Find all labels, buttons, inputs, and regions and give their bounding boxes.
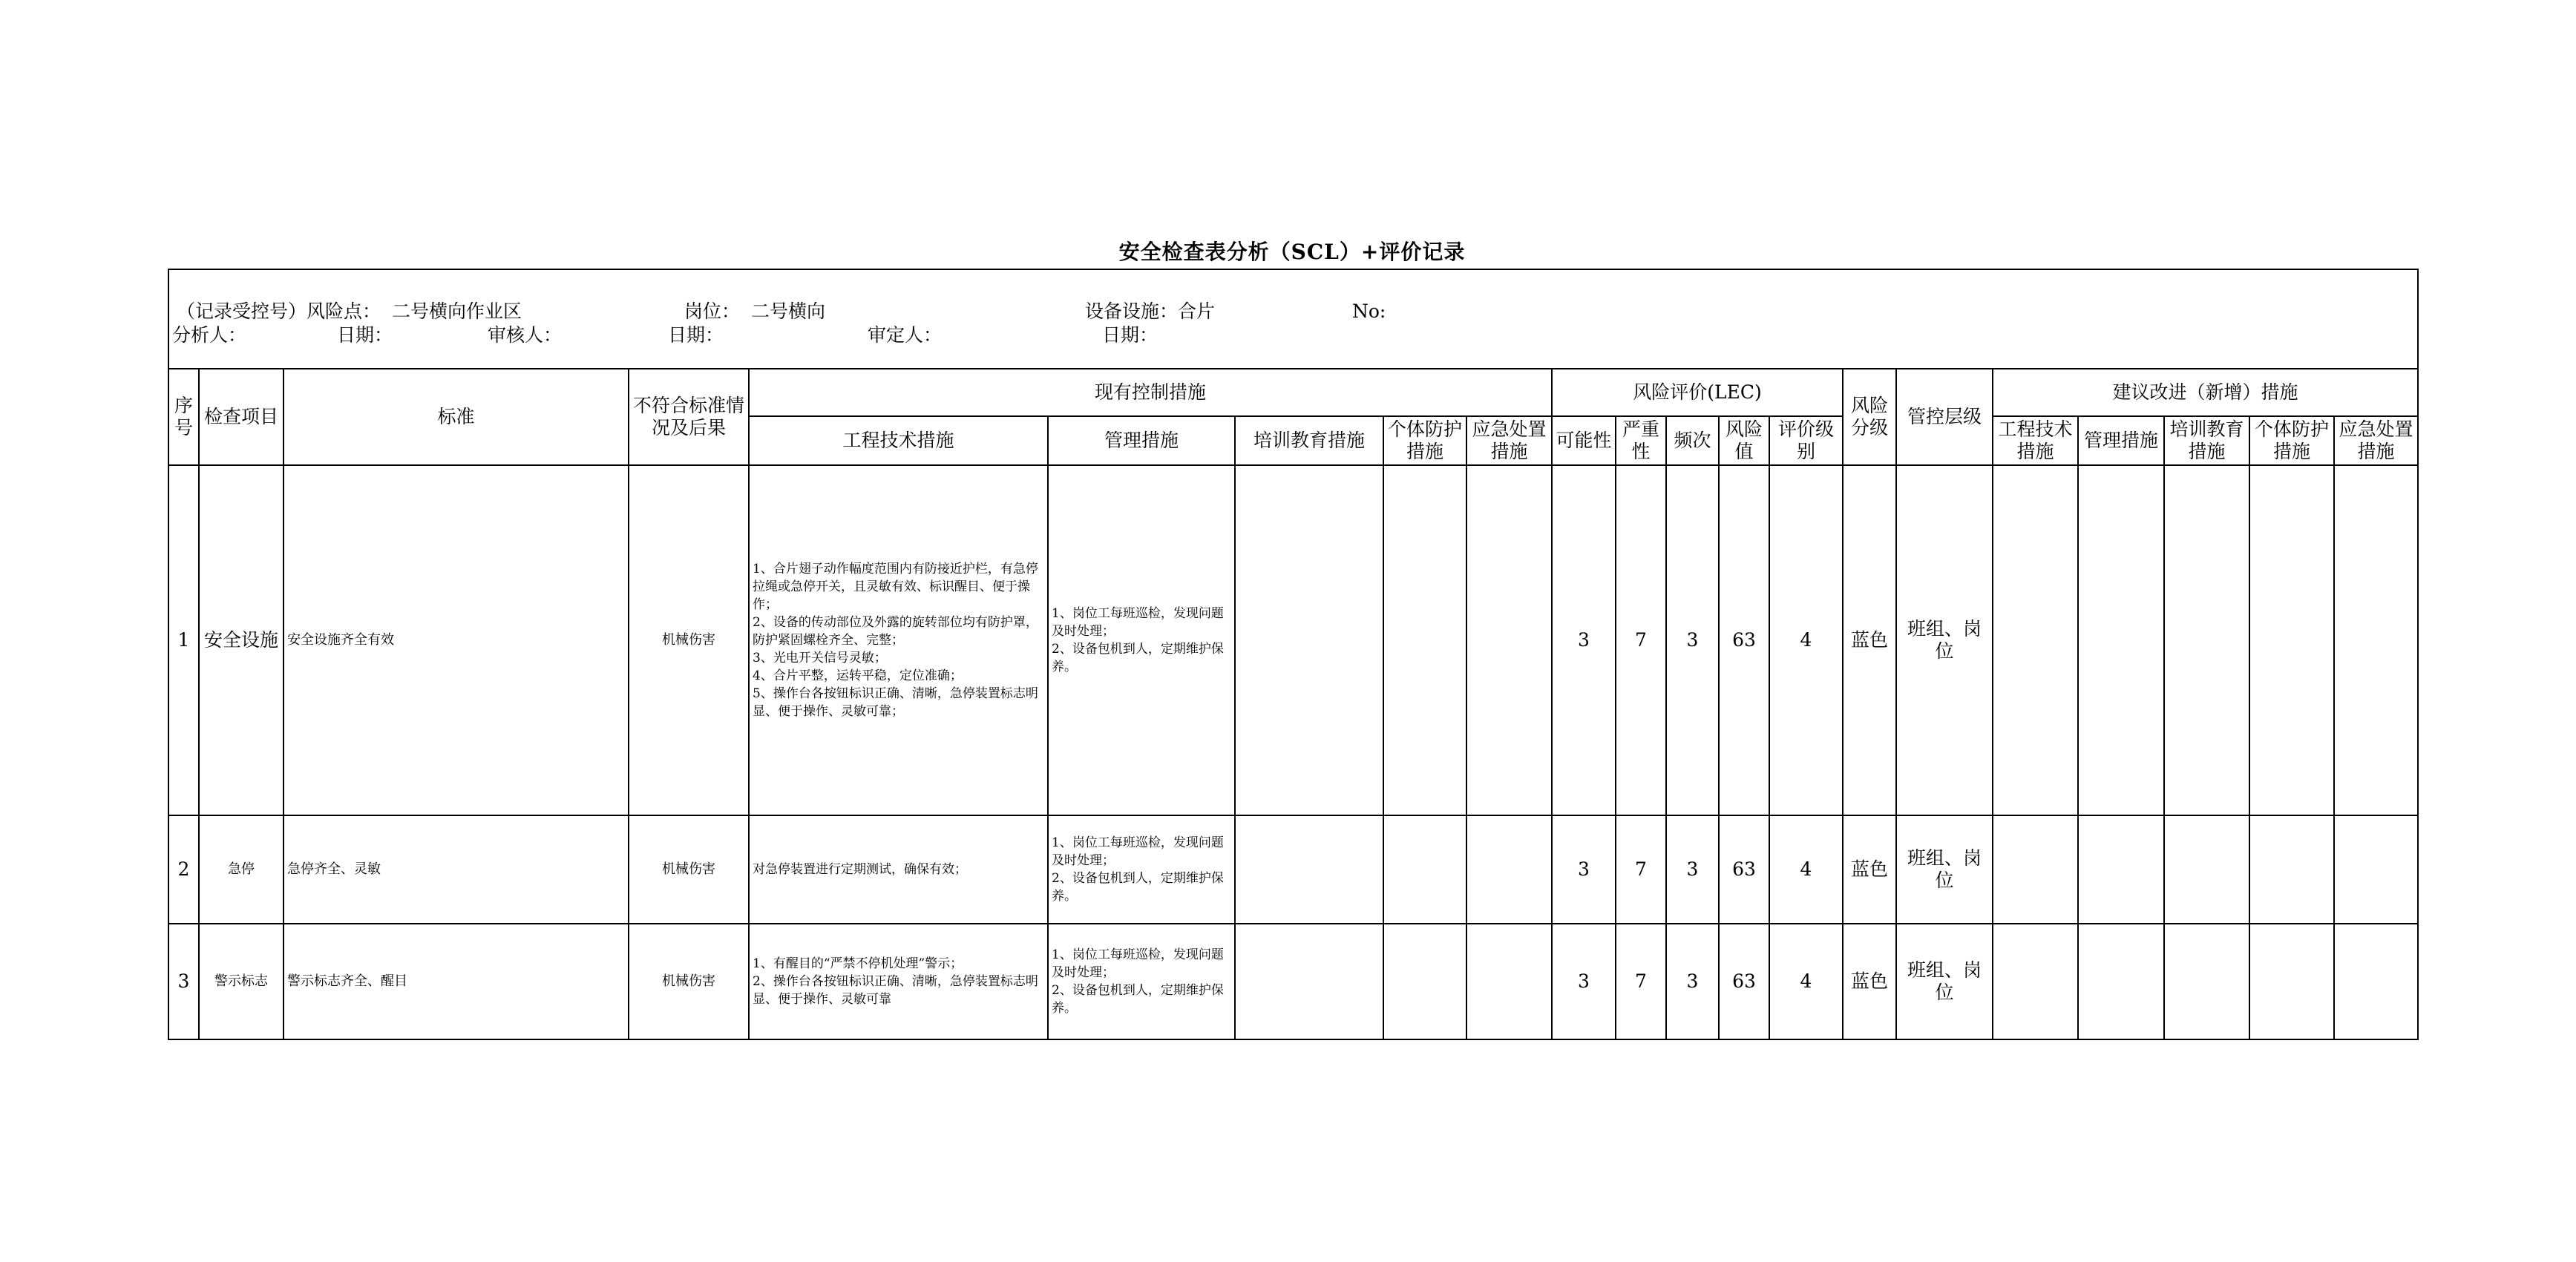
header-eval-level: 评价级别	[1769, 416, 1843, 465]
row-likelihood: 3	[1552, 924, 1616, 1039]
scl-table	[168, 269, 2419, 1040]
row-ppe	[1383, 924, 1466, 1039]
header-existing-measures: 现有控制措施	[749, 369, 1552, 416]
row-control-level: 班组、岗位	[1896, 465, 1993, 815]
header-s-emergency: 应急处置措施	[2334, 416, 2418, 465]
post-label: 岗位：	[684, 300, 741, 322]
row-risk-value: 63	[1719, 924, 1769, 1039]
row-mgmt-measures: 1、岗位工每班巡检，发现问题及时处理； 2、设备包机到人，定期维护保养。	[1048, 815, 1235, 924]
info-cell	[168, 269, 2418, 369]
row-ppe	[1383, 815, 1466, 924]
row-s-ppe	[2249, 465, 2334, 815]
row-seq: 3	[168, 924, 199, 1039]
row-severity: 7	[1616, 924, 1666, 1039]
row-likelihood: 3	[1552, 465, 1616, 815]
risk-point-value: 二号横向作业区	[392, 300, 522, 322]
header-nonconform: 不符合标准情况及后果	[629, 369, 749, 465]
row-ppe	[1383, 465, 1466, 815]
row-frequency: 3	[1666, 465, 1719, 815]
header-row-1	[168, 369, 2418, 416]
row-consequence: 机械伤害	[629, 465, 749, 815]
row-item: 警示标志	[199, 924, 284, 1039]
row-mgmt-measures: 1、岗位工每班巡检，发现问题及时处理； 2、设备包机到人，定期维护保养。	[1048, 465, 1235, 815]
page-title: 安全检查表分析（SCL）+评价记录	[1118, 240, 1466, 264]
row-risk-grade: 蓝色	[1843, 815, 1896, 924]
row-eval-level: 4	[1769, 815, 1843, 924]
row-training	[1235, 815, 1383, 924]
header-suggested-measures: 建议改进（新增）措施	[1993, 369, 2418, 416]
row-severity: 7	[1616, 465, 1666, 815]
record-no-label: （记录受控号）风险点：	[177, 300, 381, 322]
row-s-eng	[1993, 815, 2078, 924]
row-risk-grade: 蓝色	[1843, 465, 1896, 815]
row-frequency: 3	[1666, 924, 1719, 1039]
reviewer-label: 审核人：	[488, 324, 563, 346]
row-consequence: 机械伤害	[629, 815, 749, 924]
row-s-eng	[1993, 924, 2078, 1039]
info-line-1	[169, 300, 2417, 323]
row-standard: 警示标志齐全、醒目	[284, 924, 629, 1039]
equipment-label: 设备设施：合片	[1085, 300, 1216, 322]
header-mgmt: 管理措施	[1048, 416, 1235, 465]
header-frequency: 频次	[1666, 416, 1719, 465]
header-ppe: 个体防护措施	[1383, 416, 1466, 465]
date-label-2: 日期：	[668, 324, 724, 346]
info-row	[168, 269, 2418, 369]
row-s-ppe	[2249, 924, 2334, 1039]
row-s-emergency	[2334, 465, 2418, 815]
row-control-level: 班组、岗位	[1896, 924, 1993, 1039]
row-eng-measures: 1、合片翅子动作幅度范围内有防接近护栏，有急停拉绳或急停开关，且灵敏有效、标识醒目、便于操作； 2、设备的传动部位及外露的旋转部位均有防护罩，防护紧固螺栓齐全、完整； 3、光电开关信号灵敏； 4、合片平整，运转平稳，定位准确； 5、操作台各按钮标识正确、清晰，急停装置标志明显、便于操作、灵敏可靠；	[749, 465, 1048, 815]
analyst-label: 分析人：	[172, 324, 247, 346]
header-eng: 工程技术措施	[749, 416, 1048, 465]
row-standard: 急停齐全、灵敏	[284, 815, 629, 924]
post-value: 二号横向	[751, 300, 826, 322]
row-mgmt-measures: 1、岗位工每班巡检，发现问题及时处理； 2、设备包机到人，定期维护保养。	[1048, 924, 1235, 1039]
row-s-ppe	[2249, 815, 2334, 924]
no-label: No:	[1352, 300, 1386, 322]
table-row	[168, 924, 2418, 1039]
row-item: 安全设施	[199, 465, 284, 815]
row-item: 急停	[199, 815, 284, 924]
row-emergency	[1466, 815, 1552, 924]
row-control-level: 班组、岗位	[1896, 815, 1993, 924]
row-seq: 2	[168, 815, 199, 924]
header-training: 培训教育措施	[1235, 416, 1383, 465]
row-consequence: 机械伤害	[629, 924, 749, 1039]
header-risk-value: 风险值	[1719, 416, 1769, 465]
header-item: 检查项目	[199, 369, 284, 465]
row-frequency: 3	[1666, 815, 1719, 924]
table-row	[168, 815, 2418, 924]
header-likelihood: 可能性	[1552, 416, 1616, 465]
row-training	[1235, 924, 1383, 1039]
row-s-mgmt	[2078, 465, 2164, 815]
row-likelihood: 3	[1552, 815, 1616, 924]
row-emergency	[1466, 465, 1552, 815]
info-line-2	[169, 323, 2417, 347]
header-emergency: 应急处置措施	[1466, 416, 1552, 465]
row-severity: 7	[1616, 815, 1666, 924]
row-s-emergency	[2334, 924, 2418, 1039]
table-row	[168, 465, 2418, 815]
row-s-emergency	[2334, 815, 2418, 924]
row-s-mgmt	[2078, 924, 2164, 1039]
row-s-training	[2164, 815, 2249, 924]
row-eng-measures: 1、有醒目的“严禁不停机处理”警示； 2、操作台各按钮标识正确、清晰，急停装置标志明显、便于操作、灵敏可靠	[749, 924, 1048, 1039]
header-standard: 标准	[284, 369, 629, 465]
header-control-level: 管控层级	[1896, 369, 1993, 465]
row-s-training	[2164, 924, 2249, 1039]
header-severity: 严重性	[1616, 416, 1666, 465]
row-emergency	[1466, 924, 1552, 1039]
row-s-training	[2164, 465, 2249, 815]
row-risk-grade: 蓝色	[1843, 924, 1896, 1039]
row-eng-measures: 对急停装置进行定期测试，确保有效；	[749, 815, 1048, 924]
row-training	[1235, 465, 1383, 815]
row-s-eng	[1993, 465, 2078, 815]
row-risk-value: 63	[1719, 815, 1769, 924]
row-seq: 1	[168, 465, 199, 815]
row-s-mgmt	[2078, 815, 2164, 924]
header-s-eng: 工程技术措施	[1993, 416, 2078, 465]
header-risk-grade: 风险分级	[1843, 369, 1896, 465]
header-s-ppe: 个体防护措施	[2249, 416, 2334, 465]
header-s-mgmt: 管理措施	[2078, 416, 2164, 465]
row-eval-level: 4	[1769, 465, 1843, 815]
date-label-3: 日期：	[1102, 324, 1158, 346]
row-eval-level: 4	[1769, 924, 1843, 1039]
approver-label: 审定人：	[868, 324, 943, 346]
header-risk-eval: 风险评价(LEC)	[1552, 369, 1843, 416]
date-label-1: 日期：	[337, 324, 393, 346]
header-s-training: 培训教育措施	[2164, 416, 2249, 465]
row-risk-value: 63	[1719, 465, 1769, 815]
row-standard: 安全设施齐全有效	[284, 465, 629, 815]
header-seq: 序号	[168, 369, 199, 465]
